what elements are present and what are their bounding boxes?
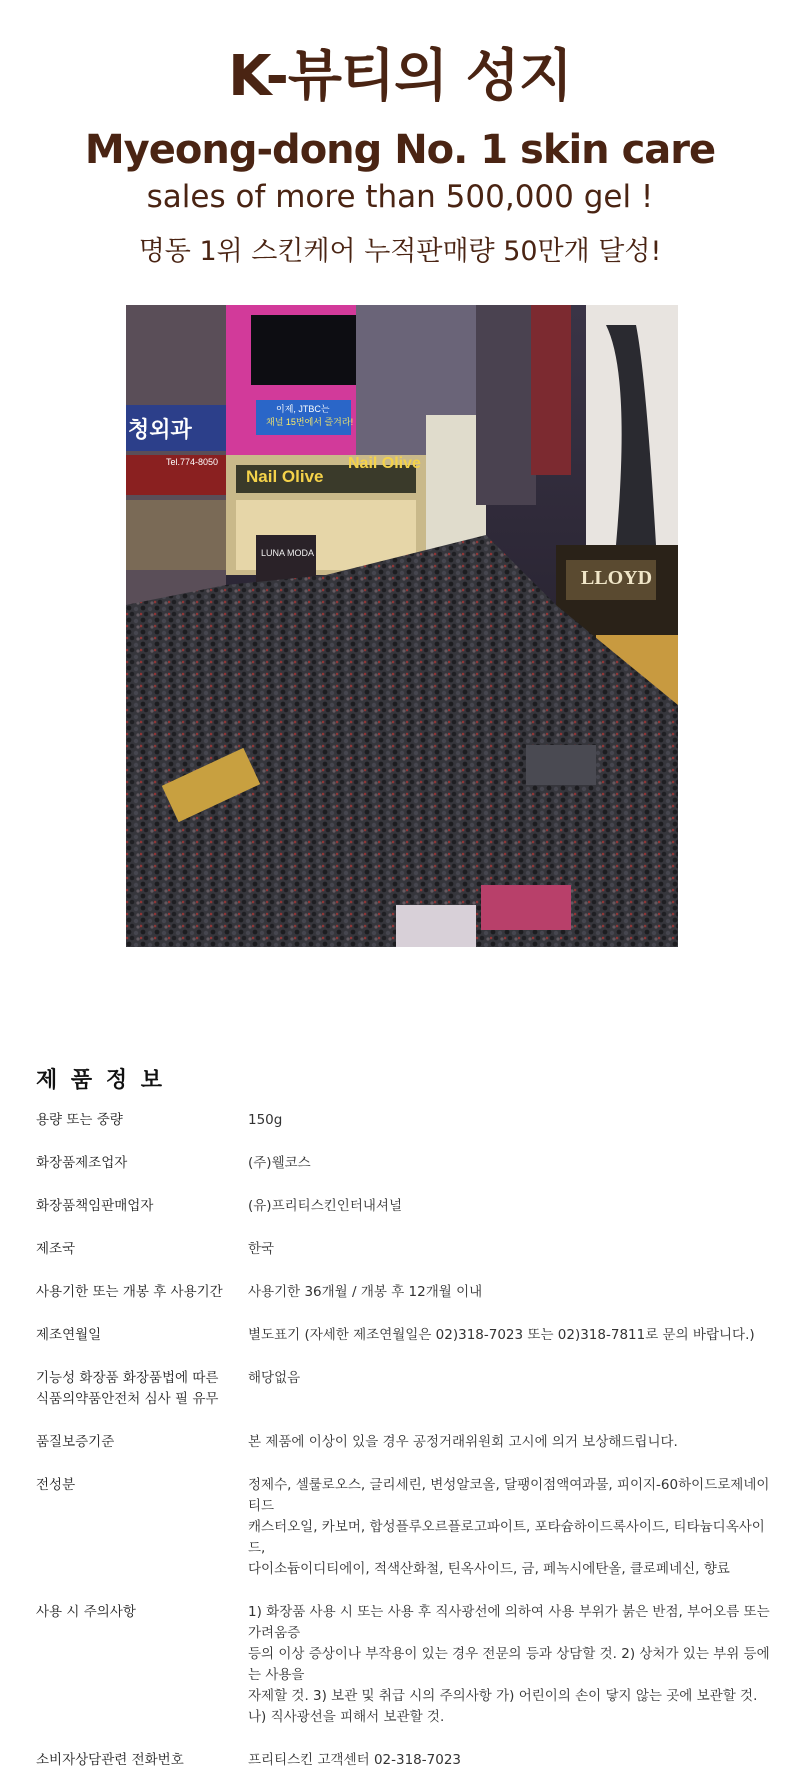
row-value: [248, 1196, 776, 1217]
hero-subtitle-en: sales of more than 500,000 gel !: [146, 179, 654, 215]
row-value-line: 캐스터오일, 카보머, 합성플루오르플로고파이트, 포타슘하이드록사이드, 티타늄디옥사이드,: [248, 1519, 765, 1556]
row-value-line: 본 제품에 이상이 있을 경우 공정거래위원회 고시에 의거 보상해드립니다.: [248, 1434, 678, 1450]
row-value-line: 한국: [248, 1241, 275, 1257]
product-info-row: [36, 1153, 776, 1174]
row-value-line: 자제할 것. 3) 보관 및 취급 시의 주의사항 가) 어린이의 손이 닿지 않는 곳에 보관할 것.: [248, 1688, 758, 1704]
row-value: [248, 1750, 776, 1771]
hero-subtitle-ko: 명동 1위 스킨케어 누적판매량 50만개 달성!: [138, 236, 662, 267]
row-value-line: 사용기한 36개월 / 개봉 후 12개월 이내: [248, 1284, 483, 1300]
myeongdong-crowd-photo: [126, 305, 678, 947]
row-value-line: 150g: [248, 1112, 283, 1128]
product-info-table: [36, 1110, 776, 1771]
product-info-row: [36, 1282, 776, 1303]
row-value-line: (유)프리티스킨인터내셔널: [248, 1198, 402, 1214]
row-label: 품질보증기준: [36, 1434, 115, 1450]
row-value-line: 정제수, 셀룰로오스, 글리세린, 변성알코올, 달팽이점액여과물, 피이지-60하이드로제네이티드: [248, 1477, 770, 1514]
row-value: [248, 1110, 776, 1131]
sign-clinic: 청외과: [128, 417, 192, 442]
sign-nail-olive-2: Nail Olive: [348, 455, 421, 472]
product-info-row: [36, 1110, 776, 1131]
product-info-title: 제 품 정 보: [36, 1068, 165, 1093]
row-value-line: 해당없음: [248, 1370, 301, 1386]
product-info-row: [36, 1325, 776, 1346]
row-value: [248, 1432, 776, 1453]
row-label: 화장품책임판매업자: [36, 1198, 154, 1214]
sign-clinic-tel: Tel.774-8050: [166, 457, 219, 467]
product-info-row: [36, 1196, 776, 1217]
row-label: 전성분: [36, 1477, 76, 1493]
row-value-line: 프리티스킨 고객센터 02-318-7023: [248, 1752, 461, 1768]
row-label: 화장품제조업자: [36, 1155, 128, 1171]
sign-lloyd: LLOYD: [581, 567, 653, 589]
row-label: 사용 시 주의사항: [36, 1604, 136, 1620]
photo-signs: [126, 305, 678, 947]
row-label-line: 기능성 화장품 화장품법에 따른: [36, 1370, 219, 1386]
row-value: [248, 1239, 776, 1260]
row-value: [248, 1282, 776, 1303]
row-value-line: 다이소듐이디티에이, 적색산화철, 틴옥사이드, 금, 페녹시에탄올, 클로페네신, 향료: [248, 1561, 730, 1577]
sign-jtbc-1: 이제, JTBC는: [276, 404, 330, 414]
row-value: [248, 1153, 776, 1174]
row-label: 용량 또는 중량: [36, 1112, 123, 1128]
product-info-row: [36, 1475, 776, 1580]
row-label: 사용기한 또는 개봉 후 사용기간: [36, 1284, 223, 1300]
sign-luna-moda: LUNA MODA: [261, 548, 315, 558]
row-label: [36, 1368, 248, 1410]
product-info-row: [36, 1239, 776, 1260]
sign-nail-olive-1: Nail Olive: [246, 467, 324, 486]
product-info-row: [36, 1368, 776, 1410]
row-value-line: 나) 직사광선을 피해서 보관할 것.: [248, 1709, 445, 1725]
row-value-line: (주)웰코스: [248, 1155, 311, 1171]
row-label: 제조연월일: [36, 1327, 102, 1343]
product-info-row: [36, 1602, 776, 1728]
hero-title-ko: K-뷰티의 성지: [228, 44, 572, 109]
row-value-line: 1) 화장품 사용 시 또는 사용 후 직사광선에 의하여 사용 부위가 붉은 반점, 부어오름 또는 가려움증: [248, 1604, 770, 1641]
row-value: [248, 1475, 776, 1580]
row-label: 제조국: [36, 1241, 76, 1257]
row-value: [248, 1325, 776, 1346]
sign-jtbc-2: 채널 15번에서 즐겨라!: [266, 417, 354, 427]
row-value-line: 등의 이상 증상이나 부작용이 있는 경우 전문의 등과 상담할 것. 2) 상처가 있는 부위 등에는 사용을: [248, 1646, 770, 1683]
row-label-line: 식품의약품안전처 심사 필 유무: [36, 1391, 219, 1407]
row-value: [248, 1602, 776, 1728]
row-label: 소비자상담관련 전화번호: [36, 1752, 184, 1768]
row-value: [248, 1368, 776, 1410]
product-info-row: [36, 1750, 776, 1771]
product-info-row: [36, 1432, 776, 1453]
row-value-line: 별도표기 (자세한 제조연월일은 02)318-7023 또는 02)318-7811로 문의 바랍니다.): [248, 1327, 755, 1343]
hero-title-en: Myeong-dong No. 1 skin care: [84, 127, 716, 173]
